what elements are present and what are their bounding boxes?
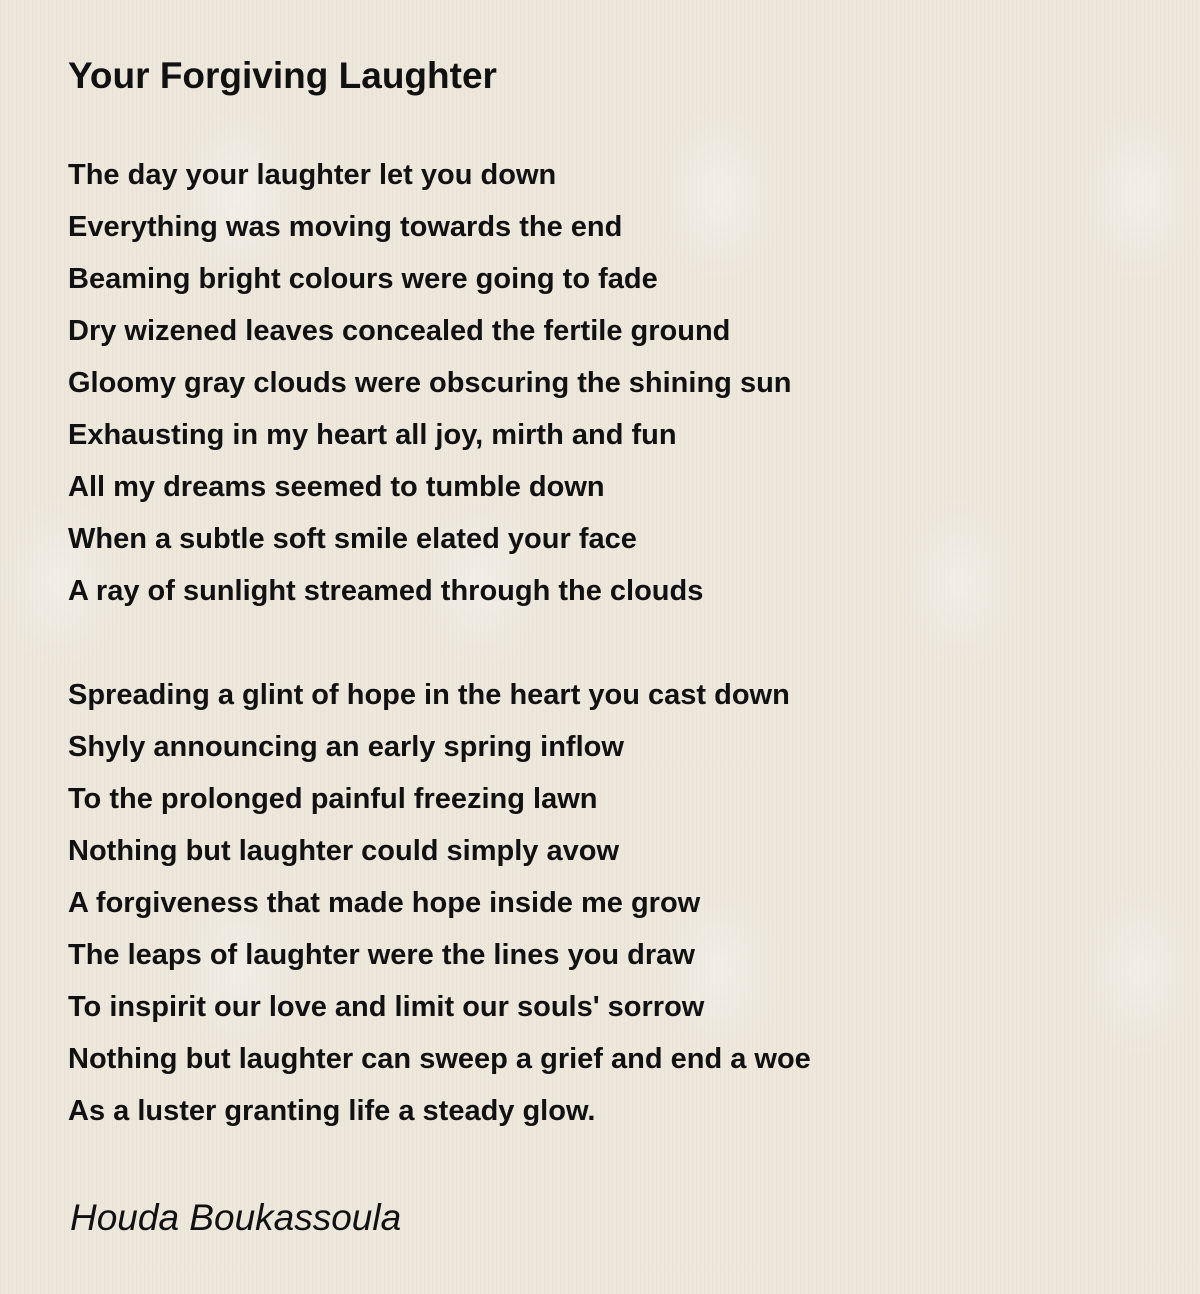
- poem-line: Spreading a glint of hope in the heart you cast down: [68, 679, 790, 711]
- poem-line: The day your laughter let you down: [68, 159, 557, 191]
- poem-line: Beaming bright colours were going to fade: [68, 263, 658, 295]
- poem-line: Nothing but laughter could simply avow: [68, 835, 620, 867]
- stanza-1: [68, 152, 811, 620]
- poem-line: Shyly announcing an early spring inflow: [68, 731, 624, 763]
- poem-line: Exhausting in my heart all joy, mirth and fun: [68, 419, 677, 451]
- poem-line: Gloomy gray clouds were obscuring the shining sun: [68, 367, 792, 399]
- poem-line: Dry wizened leaves concealed the fertile ground: [68, 315, 731, 347]
- poem-line: All my dreams seemed to tumble down: [68, 471, 605, 503]
- stanza-2: [68, 672, 811, 1140]
- poem-line: To the prolonged painful freezing lawn: [68, 783, 598, 815]
- poem-line: Everything was moving towards the end: [68, 211, 623, 243]
- poem-author: Houda Boukassoula: [70, 1197, 402, 1238]
- poem-line: A ray of sunlight streamed through the clouds: [68, 575, 704, 607]
- stanza-divider: [68, 620, 811, 672]
- poem-title: Your Forgiving Laughter: [68, 55, 497, 96]
- poem-line: To inspirit our love and limit our souls' sorrow: [68, 991, 705, 1023]
- poem-line: Nothing but laughter can sweep a grief and end a woe: [68, 1043, 811, 1075]
- poem-line: The leaps of laughter were the lines you draw: [68, 939, 695, 971]
- poem-line: When a subtle soft smile elated your face: [68, 523, 637, 555]
- poem-body: [68, 152, 811, 1140]
- poem-line: As a luster granting life a steady glow.: [68, 1095, 596, 1127]
- poem-line: A forgiveness that made hope inside me grow: [68, 887, 701, 919]
